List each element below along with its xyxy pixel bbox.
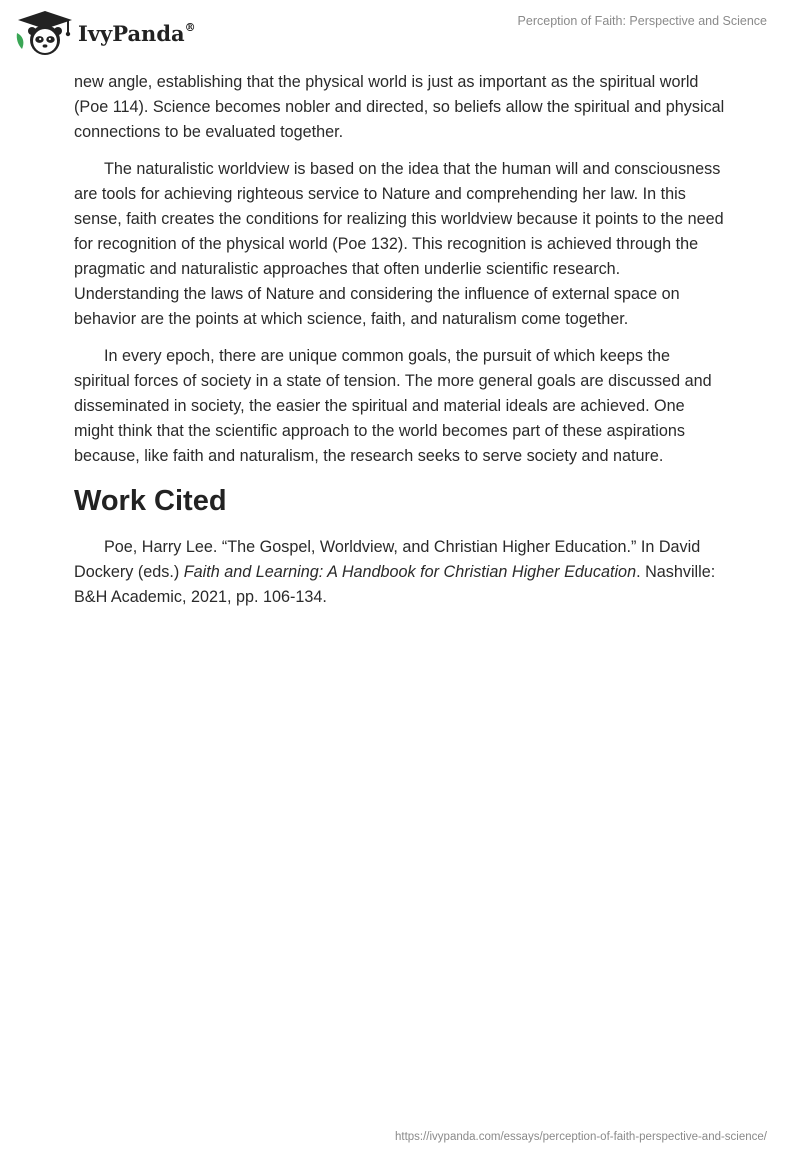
document-title: Perception of Faith: Perspective and Science	[517, 14, 767, 28]
paragraph-continuation: new angle, establishing that the physical world is just as important as the spiritual world (Poe 114). Science becomes nobler and directed, so beliefs allow the spiritual and physical connections to be evaluated together.	[74, 73, 725, 141]
panda-graduate-icon	[14, 9, 76, 57]
ivypanda-logo[interactable]	[14, 9, 214, 59]
citation-book-title: Faith and Learning: A Handbook for Christian Higher Education	[183, 563, 637, 581]
page-header	[0, 0, 800, 70]
paragraph-naturalistic-worldview: The naturalistic worldview is based on the idea that the human will and consciousness are tools for achieving righteous service to Nature and comprehending her law. In this sense, faith creates the conditions for realizing this worldview because it points to the need for recognition of the physical world (Poe 132). This recognition is achieved through the pragmatic and naturalistic approaches that often underlie scientific research. Understanding the laws of Nature and considering the influence of external space on behavior are the points at which science, faith, and naturalism come together.	[74, 160, 724, 328]
essay-content	[74, 70, 726, 622]
citation-entry	[74, 535, 726, 610]
citation-part-1: Poe, Harry Lee. “The Gospel, Worldview, and Christian Higher Education.” In David Dockery (eds.)	[74, 538, 701, 581]
citation-part-2: . Nashville: B&H Academic, 2021, pp. 106-134.	[74, 563, 716, 606]
paragraph-common-goals: In every epoch, there are unique common goals, the pursuit of which keeps the spiritual forces of society in a state of tension. The more general goals are discussed and disseminated in society, the easier the spiritual and material ideals are achieved. One might think that the scientific approach to the world becomes part of these aspirations because, like faith and naturalism, the research seeks to serve society and nature.	[74, 347, 712, 465]
source-url[interactable]: https://ivypanda.com/essays/perception-of-faith-perspective-and-science/	[394, 1131, 767, 1143]
brand-name: IvyPanda®	[78, 21, 196, 46]
works-cited-heading: Work Cited	[74, 485, 227, 517]
